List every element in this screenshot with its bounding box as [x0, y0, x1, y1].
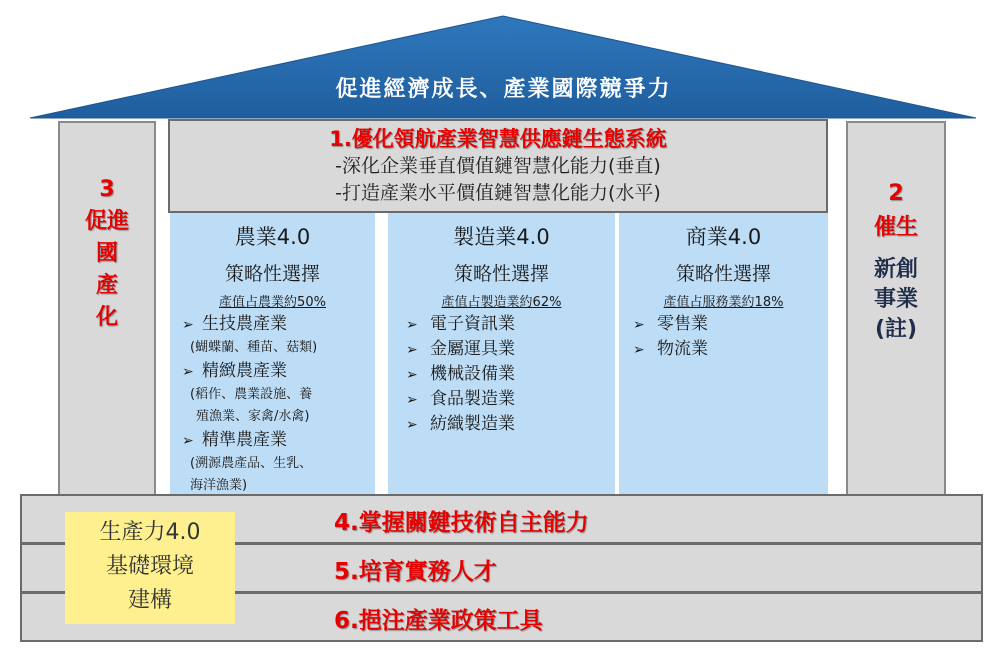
arrow-bullet-icon: ➢: [633, 317, 645, 333]
arrow-bullet-icon: ➢: [633, 342, 645, 358]
arrow-bullet-icon: ➢: [406, 367, 418, 383]
item-label: 零售業: [657, 314, 708, 334]
top-box-title: 1.優化領航產業智慧供應鏈生態系統: [329, 127, 667, 151]
list-item: [633, 337, 828, 362]
item-label: 電子資訊業: [430, 314, 515, 334]
list-item: [406, 387, 615, 412]
productivity-note: [65, 512, 235, 624]
arrow-bullet-icon: ➢: [182, 364, 194, 380]
column-manufacturing: [388, 213, 615, 495]
note-line: 基礎環境: [105, 554, 194, 579]
arrow-bullet-icon: ➢: [406, 417, 418, 433]
item-label: 機械設備業: [430, 364, 515, 384]
top-strategy-box: [168, 119, 828, 213]
column-subtitle: 策略性選擇: [224, 263, 320, 285]
column-commerce: [619, 213, 828, 495]
item-note: (稻作、農業設施、養: [190, 387, 313, 402]
column-subtitle: 策略性選擇: [453, 263, 549, 285]
arrow-bullet-icon: ➢: [182, 433, 194, 449]
pillar-right-line: 新創: [873, 257, 918, 282]
band-label: 6.挹注產業政策工具: [334, 608, 543, 634]
list-item: [182, 428, 375, 453]
pillar-left: [58, 121, 156, 495]
industry-list: [388, 312, 615, 437]
item-label: 物流業: [657, 339, 708, 359]
column-title: 製造業4.0: [453, 225, 550, 249]
arrow-bullet-icon: ➢: [406, 392, 418, 408]
item-note: (蝴蝶蘭、種苗、菇類): [190, 340, 318, 355]
band-label: 4.掌握關鍵技術自主能力: [334, 510, 589, 536]
list-item: [182, 359, 375, 384]
item-label: 金屬運具業: [430, 339, 515, 359]
column-title: 商業4.0: [685, 225, 762, 249]
pillar-right: [846, 121, 946, 495]
column-subtitle: 策略性選擇: [675, 263, 771, 285]
industry-list: [170, 312, 375, 497]
industry-list: [619, 312, 828, 362]
pillar-right-title: 催生: [873, 215, 918, 240]
band-label: 5.培育實務人才: [334, 559, 497, 585]
list-item: [406, 412, 615, 437]
top-box-line-vertical: -深化企業垂直價值鏈智慧化能力(垂直): [335, 155, 661, 177]
item-label: 精緻農產業: [202, 361, 287, 381]
column-title: 農業4.0: [234, 225, 311, 249]
pillar-right-line: 事業: [873, 287, 918, 312]
column-share: 產值占農業約50%: [219, 295, 326, 310]
arrow-bullet-icon: ➢: [182, 317, 194, 333]
item-note: 海洋漁業): [190, 478, 248, 493]
column-share: 產值占製造業約62%: [441, 295, 562, 310]
item-label: 生技農產業: [202, 314, 287, 334]
list-item: [406, 312, 615, 337]
list-item: [406, 362, 615, 387]
item-note: (溯源農產品、生乳、: [190, 456, 313, 471]
top-box-line-horizontal: -打造產業水平價值鏈智慧化能力(水平): [335, 182, 661, 204]
pillar-left-number: 3: [99, 177, 115, 202]
pillar-right-line: (註): [874, 317, 918, 342]
pillar-right-number: 2: [888, 181, 904, 206]
arrow-bullet-icon: ➢: [406, 342, 418, 358]
pillar-left-line: 產: [95, 273, 118, 298]
item-note: 殖漁業、家禽/水禽): [196, 409, 310, 424]
note-line: 生產力4.0: [99, 520, 201, 545]
pillar-left-line: 化: [95, 305, 118, 330]
note-line: 建構: [127, 588, 172, 613]
item-label: 食品製造業: [430, 389, 515, 409]
item-label: 紡織製造業: [430, 414, 515, 434]
list-item: [406, 337, 615, 362]
pillar-left-line: 國: [95, 241, 118, 266]
list-item: [633, 312, 828, 337]
column-agriculture: [170, 213, 375, 495]
arrow-bullet-icon: ➢: [406, 317, 418, 333]
list-item: [182, 312, 375, 337]
roof-title: 促進經濟成長、產業國際競爭力: [335, 77, 672, 102]
item-label: 精準農產業: [202, 430, 287, 450]
pillar-left-line: 促進: [84, 209, 129, 234]
roof: [0, 0, 1007, 122]
column-share: 產值占服務業約18%: [663, 295, 784, 310]
